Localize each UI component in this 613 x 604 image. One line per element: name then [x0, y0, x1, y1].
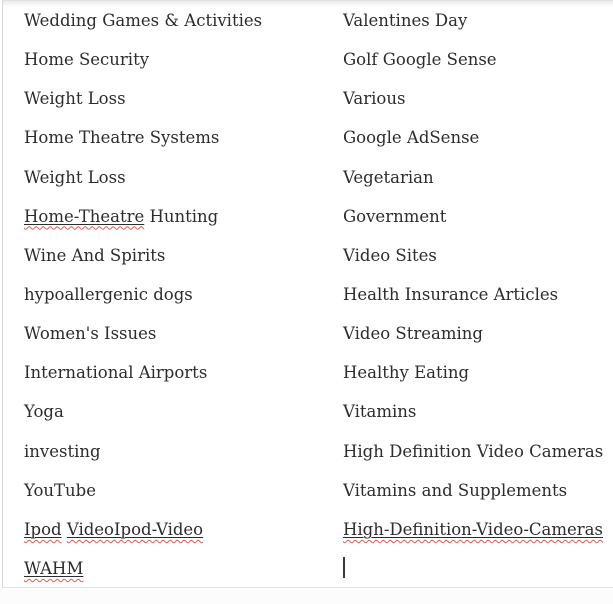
list-cell-right: [343, 236, 613, 275]
underlined-misspelled-word: [24, 559, 83, 578]
list-cell-right: [343, 314, 613, 353]
list-cell-right: [343, 353, 613, 392]
underlined-misspelled-word: [24, 207, 144, 226]
list-row: [24, 510, 613, 549]
list-cell-left: [24, 1, 343, 40]
list-row: [24, 197, 613, 236]
spellcheck-squiggle-text: VideoIpod-Video: [66, 519, 204, 539]
list-cell-left: [24, 510, 343, 549]
spellcheck-squiggle-text: Ipod: [24, 519, 62, 539]
list-row: [24, 275, 613, 314]
list-item-text: Vitamins and Supplements: [343, 480, 568, 500]
editor-area[interactable]: [2, 0, 613, 588]
underlined-misspelled-word: [67, 520, 203, 539]
list-row: [24, 432, 613, 471]
spellcheck-squiggle-text: WAHM: [24, 558, 84, 578]
list-cell-right: [343, 40, 613, 79]
list-cell-right: [343, 392, 613, 431]
list-item-text: High Definition Video Cameras: [343, 441, 604, 461]
list-item-text: investing: [24, 441, 101, 461]
list-cell-right: [343, 510, 613, 549]
underlined-misspelled-word: [24, 520, 62, 539]
list-cell-left: [24, 236, 343, 275]
spellcheck-squiggle-text: High-Definition-Video-Cameras: [343, 519, 603, 539]
list-item-text: Golf Google Sense: [343, 50, 497, 70]
list-item-text: YouTube: [24, 480, 96, 500]
list-row: [24, 353, 613, 392]
list-item-text: hypoallergenic dogs: [24, 284, 193, 304]
list-cell-left: [24, 118, 343, 157]
list-item-text: Women's Issues: [24, 324, 157, 344]
list-item-text: Home Theatre Systems: [24, 128, 220, 148]
list-row: [24, 79, 613, 118]
list-cell-right: [343, 197, 613, 236]
list-row: [24, 549, 613, 588]
list-item-text: Video Sites: [343, 245, 437, 265]
list-row: [24, 392, 613, 431]
list-item-text: Hunting: [144, 206, 219, 226]
page-background-below-editor: [0, 588, 613, 604]
list-cell-left: [24, 549, 343, 588]
spellcheck-squiggle-text: Home-Theatre: [24, 206, 145, 226]
list-cell-right: [343, 118, 613, 157]
list-cell-left: [24, 40, 343, 79]
list-cell-left: [24, 158, 343, 197]
list-item-text: Vitamins: [343, 402, 417, 422]
list-cell-left: [24, 471, 343, 510]
list-item-text: Health Insurance Articles: [343, 284, 559, 304]
list-row: [24, 236, 613, 275]
list-item-text: Vegetarian: [343, 167, 434, 187]
list-cell-right: [343, 79, 613, 118]
list-item-text: Wedding Games & Activities: [24, 11, 263, 30]
list-item-text: Wine And Spirits: [24, 245, 166, 265]
list-row: [24, 40, 613, 79]
list-cell-right: [343, 432, 613, 471]
list-item-text: International Airports: [24, 363, 208, 383]
list-row: [24, 314, 613, 353]
list-cell-right: [343, 158, 613, 197]
list-cell-left: [24, 79, 343, 118]
list-item-text: Government: [343, 206, 447, 226]
list-cell-left: [24, 353, 343, 392]
list-row: [24, 158, 613, 197]
list-row: [24, 118, 613, 157]
underlined-misspelled-word: [343, 520, 603, 539]
list-cell-right: [343, 549, 613, 588]
list-cell-right: [343, 275, 613, 314]
list-cell-left: [24, 197, 343, 236]
list-item-text: Weight Loss: [24, 167, 126, 187]
list-cell-right: [343, 471, 613, 510]
list-cell-right: [343, 1, 613, 40]
list-cell-left: [24, 432, 343, 471]
list-item-text: Various: [343, 89, 406, 109]
list-item-text: Weight Loss: [24, 89, 126, 109]
text-caret: [343, 557, 345, 578]
list-item-text: Video Streaming: [343, 324, 483, 344]
list-cell-left: [24, 392, 343, 431]
list-item-text: Home Security: [24, 50, 150, 70]
list-item-text: Valentines Day: [343, 11, 468, 30]
list-cell-left: [24, 314, 343, 353]
list-item-text: Google AdSense: [343, 128, 480, 148]
list-row: [24, 1, 613, 40]
list-item-text: Yoga: [24, 402, 64, 422]
category-list: [3, 1, 613, 588]
list-cell-left: [24, 275, 343, 314]
list-item-text: Healthy Eating: [343, 363, 470, 383]
list-row: [24, 471, 613, 510]
